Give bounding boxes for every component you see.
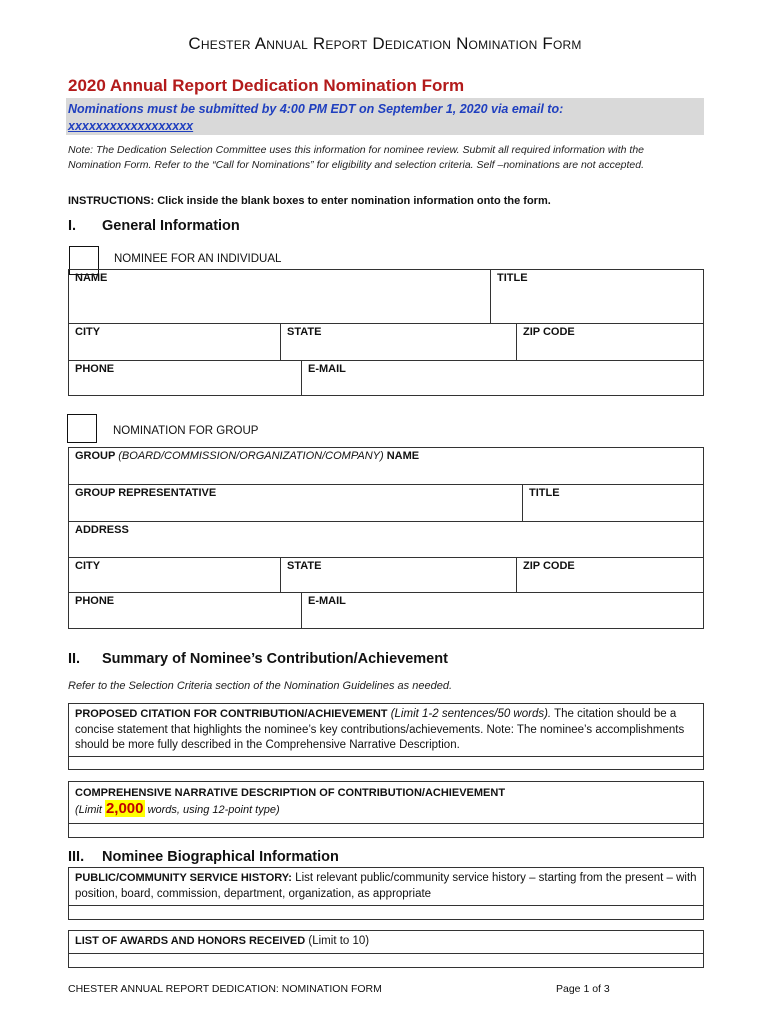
individual-zip-field[interactable] <box>516 324 703 360</box>
form-title: 2020 Annual Report Dedication Nomination Form <box>68 76 465 95</box>
individual-title-field[interactable] <box>490 270 703 323</box>
group-zip-label: ZIP CODE <box>523 560 575 572</box>
service-history-input[interactable] <box>69 905 703 924</box>
section-1-title: General Information <box>102 218 240 234</box>
awards-label: LIST OF AWARDS AND HONORS RECEIVED <box>75 935 306 947</box>
instructions-text: INSTRUCTIONS: Click inside the blank boxes to enter nomination information onto the form. <box>68 195 551 207</box>
narrative-label: COMPREHENSIVE NARRATIVE DESCRIPTION OF CONTRIBUTION/ACHIEVEMENT <box>75 787 506 799</box>
citation-header <box>69 704 703 756</box>
citation-label: PROPOSED CITATION FOR CONTRIBUTION/ACHIEVEMENT <box>75 708 388 720</box>
group-label: NOMINATION FOR GROUP <box>113 425 259 437</box>
group-phone-label: PHONE <box>75 595 115 607</box>
group-email-field[interactable] <box>301 593 703 628</box>
service-history-label: PUBLIC/COMMUNITY SERVICE HISTORY: <box>75 872 292 884</box>
individual-phone-label: PHONE <box>75 363 115 375</box>
narrative-box <box>68 781 704 838</box>
citation-input[interactable] <box>69 756 703 774</box>
group-grid <box>68 447 704 629</box>
page-title: Chester Annual Report Dedication Nomination Form <box>188 34 582 53</box>
group-address-label: ADDRESS <box>75 524 129 536</box>
section-2-heading <box>68 651 448 667</box>
group-representative-field[interactable] <box>69 485 522 521</box>
individual-name-field[interactable] <box>69 270 490 323</box>
section-3-title: Nominee Biographical Information <box>102 849 339 865</box>
note-text: Note: The Dedication Selection Committee uses this information for nominee review. Submit all required information with the Nomination Form. Refer to the “Call for Nominations” for eligibility and selection criteria. Self –nominations are not accepted. <box>68 144 645 171</box>
footer-title: CHESTER ANNUAL REPORT DEDICATION: NOMINATION FORM <box>68 983 382 995</box>
individual-state-field[interactable] <box>280 324 516 360</box>
individual-state-label: STATE <box>287 326 322 338</box>
individual-label: NOMINEE FOR AN INDIVIDUAL <box>114 253 282 265</box>
group-name-prefix: GROUP <box>75 450 116 462</box>
group-checkbox[interactable] <box>67 414 97 443</box>
citation-limit: (Limit 1-2 sentences/50 words). <box>390 708 552 720</box>
narrative-limit-pre: (Limit <box>75 804 102 816</box>
group-title-field[interactable] <box>522 485 703 521</box>
individual-email-field[interactable] <box>301 361 703 395</box>
group-name-field[interactable] <box>69 448 703 484</box>
narrative-header <box>69 782 703 823</box>
individual-city-label: CITY <box>75 326 101 338</box>
group-state-field[interactable] <box>280 558 516 592</box>
individual-title-label: TITLE <box>497 272 528 284</box>
individual-city-field[interactable] <box>69 324 280 360</box>
group-title-label: TITLE <box>529 487 560 499</box>
awards-header <box>69 931 703 953</box>
group-city-field[interactable] <box>69 558 280 592</box>
group-email-label: E-MAIL <box>308 595 346 607</box>
page-number: Page 1 of 3 <box>556 983 610 995</box>
citation-box <box>68 703 704 770</box>
section-1-heading <box>68 218 240 234</box>
citation-instructions: The citation should be a concise statement that highlights the nominee’s key contributions/achievements. Note: The nominee’s accomplishments should be more fully described in the Comprehensive Narrative Description. <box>75 708 685 751</box>
group-name-qualifier: (BOARD/COMMISSION/ORGANIZATION/COMPANY) <box>118 450 384 462</box>
deadline-line: Nominations must be submitted by 4:00 PM EDT on September 1, 2020 via email to: <box>68 102 564 116</box>
group-name-suffix: NAME <box>386 450 420 462</box>
group-state-label: STATE <box>287 560 322 572</box>
service-history-instructions: List relevant public/community service history – starting from the present – with position, board, commission, department, organization, as appropriate <box>75 872 697 900</box>
service-history-box <box>68 867 704 920</box>
narrative-input[interactable] <box>69 823 703 842</box>
narrative-limit-number: 2,000 <box>105 800 144 817</box>
section-2-hint: Refer to the Selection Criteria section of the Nomination Guidelines as needed. <box>68 680 452 692</box>
individual-email-label: E-MAIL <box>308 363 346 375</box>
awards-box <box>68 930 704 968</box>
section-2-title: Summary of Nominee’s Contribution/Achievement <box>102 651 448 667</box>
section-2-number: II. <box>68 651 81 667</box>
awards-input[interactable] <box>69 953 703 970</box>
section-3-heading <box>68 849 339 865</box>
awards-limit: (Limit to 10) <box>308 935 370 947</box>
narrative-limit-post: words, using 12-point type) <box>147 804 280 816</box>
individual-name-label: NAME <box>75 272 108 284</box>
individual-zip-label: ZIP CODE <box>523 326 575 338</box>
group-phone-field[interactable] <box>69 593 301 628</box>
deadline-email[interactable]: xxxxxxxxxxxxxxxxxx <box>68 119 194 133</box>
individual-phone-field[interactable] <box>69 361 301 395</box>
section-3-number: III. <box>68 849 85 865</box>
deadline-text <box>68 101 700 135</box>
group-address-field[interactable] <box>69 522 703 557</box>
individual-grid <box>68 269 704 396</box>
group-representative-label: GROUP REPRESENTATIVE <box>75 487 217 499</box>
narrative-limit <box>75 801 697 818</box>
group-city-label: CITY <box>75 560 101 572</box>
service-history-header <box>69 868 703 905</box>
section-1-number: I. <box>68 218 77 234</box>
group-zip-field[interactable] <box>516 558 703 592</box>
